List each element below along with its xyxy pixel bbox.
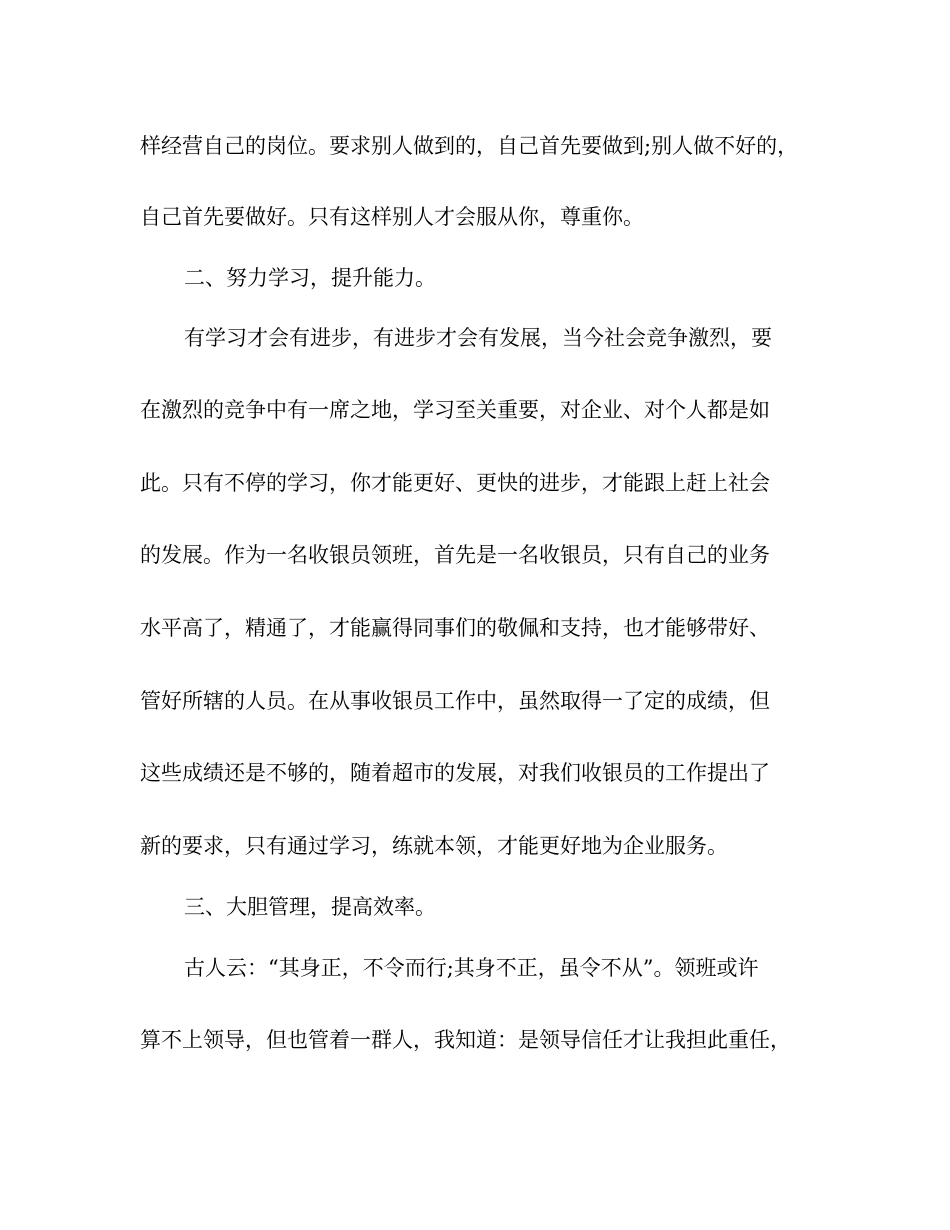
paragraph-line: 有学习才会有进步，有进步才会有发展，当今社会竞争激烈，要 bbox=[184, 326, 772, 350]
section-heading: 二、努力学习，提升能力。 bbox=[184, 266, 436, 290]
section-heading: 三、大胆管理，提高效率。 bbox=[184, 895, 436, 919]
paragraph-line: 管好所辖的人员。在从事收银员工作中，虽然取得一了定的成绩，但 bbox=[140, 689, 770, 713]
paragraph-line: 水平高了，精通了，才能赢得同事们的敬佩和支持，也才能够带好、 bbox=[140, 616, 770, 640]
paragraph-line: 样经营自己的岗位。要求别人做到的，自己首先要做到;别人做不好的， bbox=[140, 134, 799, 158]
paragraph-line: 古人云：“其身正，不令而行;其身不正，虽令不从”。领班或许 bbox=[184, 956, 759, 980]
paragraph-line: 自己首先要做好。只有这样别人才会服从你，尊重你。 bbox=[140, 205, 644, 229]
paragraph-line: 算不上领导，但也管着一群人，我知道：是领导信任才让我担此重任， bbox=[140, 1028, 791, 1052]
paragraph-line: 这些成绩还是不够的，随着超市的发展，对我们收银员的工作提出了 bbox=[140, 761, 770, 785]
paragraph-line: 此。只有不停的学习，你才能更好、更快的进步，才能跟上赶上社会 bbox=[140, 471, 770, 495]
paragraph-line: 在激烈的竞争中有一席之地，学习至关重要，对企业、对个人都是如 bbox=[140, 398, 770, 422]
paragraph-line: 新的要求，只有通过学习，练就本领，才能更好地为企业服务。 bbox=[140, 834, 728, 858]
paragraph-line: 的发展。作为一名收银员领班，首先是一名收银员，只有自己的业务 bbox=[140, 543, 770, 567]
